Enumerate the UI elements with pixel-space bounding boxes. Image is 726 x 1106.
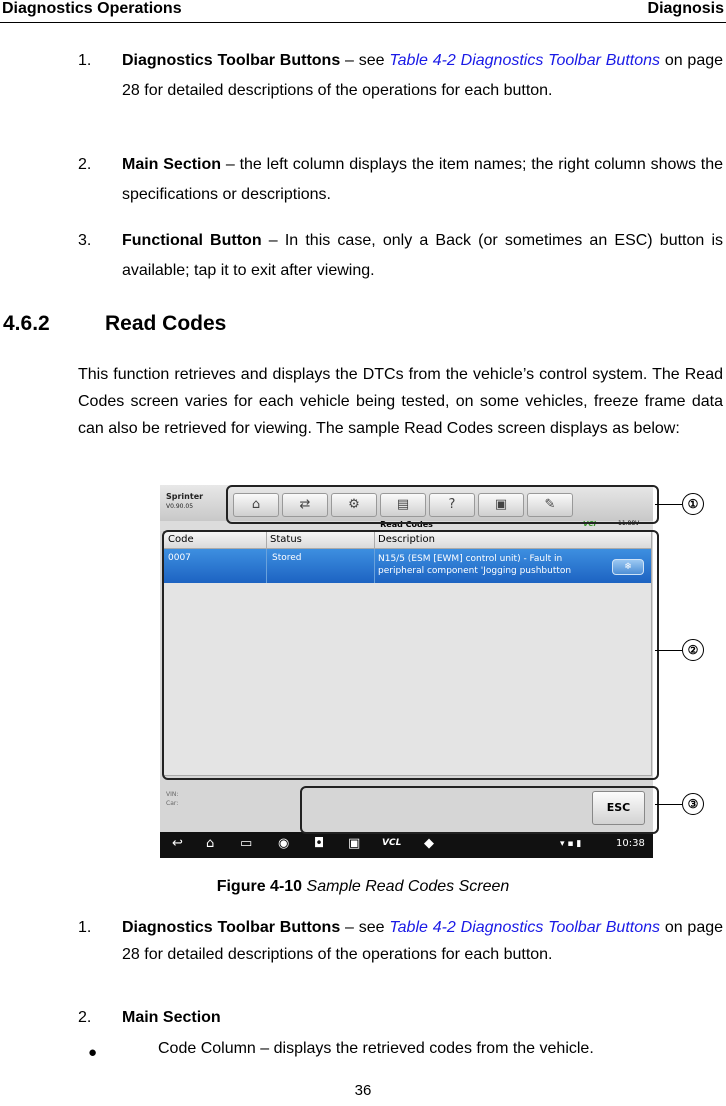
car-label: Car:	[166, 800, 179, 807]
list-item	[78, 46, 723, 106]
recent-apps-icon[interactable]: ▭	[240, 836, 253, 851]
callout-box-function	[300, 786, 659, 834]
item-text: on page 28 for detailed descriptions of the operations for each button.	[122, 919, 724, 963]
row-status: Stored	[272, 553, 302, 563]
item-title: Diagnostics Toolbar Buttons	[122, 52, 341, 69]
software-version: V0.90.05	[166, 503, 194, 510]
item-title: Main Section	[122, 1009, 221, 1026]
esc-button[interactable]: ESC	[592, 791, 645, 825]
callout-1: ①	[682, 493, 704, 515]
figure-caption	[0, 878, 726, 896]
col-status: Status	[270, 534, 302, 545]
figure-label: Figure 4-10	[216, 878, 303, 895]
home-icon: ⌂	[251, 497, 261, 512]
separator: – see	[340, 52, 390, 69]
callout-2: ②	[682, 639, 704, 661]
section-heading	[3, 312, 226, 336]
list-number: 1.	[78, 919, 92, 936]
list-number: 2.	[78, 156, 92, 173]
figure-title: Sample Read Codes Screen	[306, 878, 510, 895]
vin-label: VIN:	[166, 791, 179, 798]
screen-title: Read Codes	[380, 520, 433, 529]
row-description: N15/5 (ESM [EWM] control unit) - Fault in peripheral component 'Jogging pushbutton	[378, 554, 572, 576]
save-icon: ▣	[494, 497, 508, 512]
callout-leader	[655, 804, 682, 805]
browser-icon[interactable]: ◉	[278, 836, 290, 851]
callout-leader	[655, 504, 682, 505]
camera-icon[interactable]: ◘	[314, 836, 325, 851]
section-title: Read Codes	[105, 312, 227, 335]
list-item	[78, 150, 723, 210]
item-title: Main Section	[122, 156, 222, 173]
item-text: – the left column displays the item names; the right column shows the specifications or descriptions.	[122, 156, 723, 203]
android-nav-bar	[160, 832, 653, 858]
pen-icon: ✎	[544, 497, 556, 512]
display-icon[interactable]: ▣	[348, 836, 361, 851]
battery-voltage: 11.88V	[618, 520, 640, 527]
row-code: 0007	[168, 553, 191, 563]
snowflake-icon: ❄	[624, 562, 632, 572]
callout-3: ③	[682, 793, 704, 815]
callout-box-toolbar	[226, 485, 659, 524]
bullet-icon: ●	[88, 1044, 98, 1061]
intro-paragraph: This function retrieves and displays the DTCs from the vehicle’s control system. The Read Codes screen varies for each vehicle being tested, on some vehicles, freeze frame data can also be retrieved for viewing. The sample Read Codes screen displays as below:	[78, 366, 723, 437]
item-title: Diagnostics Toolbar Buttons	[122, 919, 341, 936]
gear-icon: ⚙	[348, 497, 360, 512]
callout-box-main	[162, 530, 659, 780]
status-icons: ▾ ▪ ▮	[560, 839, 582, 849]
separator: – see	[340, 919, 390, 936]
col-code: Code	[168, 534, 194, 545]
item-title: Functional Button	[122, 232, 262, 249]
list-number: 1.	[78, 52, 92, 69]
car-icon[interactable]: ◆	[424, 836, 434, 851]
table-link[interactable]: Table 4-2 Diagnostics Toolbar Buttons	[389, 52, 661, 69]
vcl-icon[interactable]: VCL	[382, 838, 402, 848]
header-left: Diagnostics Operations	[2, 0, 182, 17]
list-item	[78, 1004, 723, 1031]
callout-leader	[655, 650, 682, 651]
home-icon[interactable]: ⌂	[206, 836, 215, 851]
page-header	[0, 0, 726, 23]
item-text: – In this case, only a Back (or sometimes an ESC) button is available; tap it to exit after viewing.	[122, 232, 723, 279]
list-number: 3.	[78, 232, 92, 249]
header-right: Diagnosis	[647, 0, 724, 17]
back-icon[interactable]: ↩	[172, 836, 183, 851]
list-item	[78, 226, 723, 286]
page-number: 36	[354, 1082, 372, 1099]
bullet-text: Code Column – displays the retrieved codes from the vehicle.	[158, 1040, 594, 1057]
car-swap-icon: ⇄	[299, 497, 311, 512]
item-text: on page 28 for detailed descriptions of the operations for each button.	[122, 52, 724, 99]
table-link[interactable]: Table 4-2 Diagnostics Toolbar Buttons	[389, 919, 661, 936]
vci-status: VCI	[583, 520, 597, 528]
section-number: 4.6.2	[3, 312, 50, 335]
col-description: Description	[378, 534, 435, 545]
list-item	[78, 914, 723, 968]
list-number: 2.	[78, 1009, 92, 1026]
help-icon: ?	[448, 497, 456, 512]
vehicle-name: Sprinter	[166, 492, 204, 501]
printer-icon: ▤	[396, 497, 410, 512]
clock: 10:38	[616, 838, 645, 849]
